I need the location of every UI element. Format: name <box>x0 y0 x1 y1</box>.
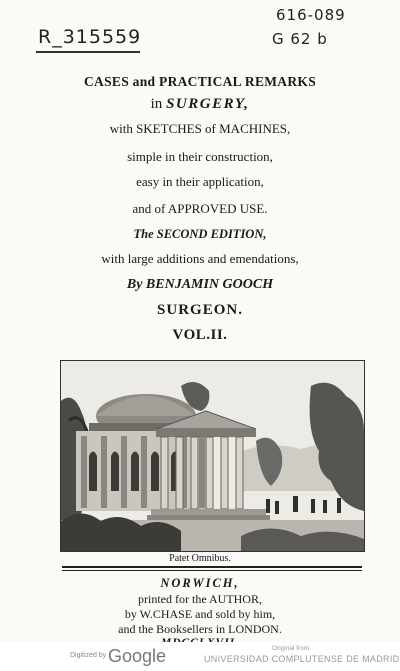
shelfmark-underline <box>36 51 140 53</box>
engraving-plate <box>60 360 365 552</box>
double-rule-top <box>62 566 362 568</box>
google-logo: Google <box>108 646 167 666</box>
engraving-caption: Patet Omnibus. <box>169 553 231 564</box>
title-line-1: CASES and PRACTICAL REMARKS <box>83 74 317 89</box>
profession-line: SURGEON. <box>157 302 243 318</box>
imprint-place: NORWICH, <box>160 576 240 590</box>
digitized-label: Digitized by <box>70 652 107 659</box>
additions-line: with large additions and emendations, <box>101 251 299 266</box>
shelfmark-left: R_315559 <box>38 26 142 48</box>
shelfmark-right-bottom: G 62 b <box>272 30 328 48</box>
title-line-2: in SURGERY, <box>150 96 250 112</box>
title-surgery: SURGERY, <box>166 96 250 112</box>
title-line-3: with SKETCHES of MACHINES, <box>109 121 291 136</box>
scan-footer <box>0 642 400 671</box>
author-line: By BENJAMIN GOOCH <box>126 277 274 292</box>
imprint-line-2: printed for the AUTHOR, <box>138 592 262 606</box>
institution-label: UNIVERSIDAD COMPLUTENSE DE MADRID <box>204 654 400 664</box>
imprint-line-4: and the Booksellers in LONDON. <box>118 622 282 636</box>
imprint-line-3: by W.CHASE and sold by him, <box>124 607 276 621</box>
title-line-6: and of APPROVED USE. <box>132 201 268 216</box>
title-line-4: simple in their construction, <box>127 149 273 164</box>
temple-engraving <box>61 361 364 551</box>
volume-line: VOL.II. <box>172 327 228 343</box>
original-from-label: Original from <box>272 645 310 652</box>
double-rule-bottom <box>62 570 362 571</box>
edition-line: The SECOND EDITION, <box>133 227 267 241</box>
shelfmark-right-top: 616-089 <box>276 6 346 24</box>
title-line-5: easy in their application, <box>136 174 264 189</box>
